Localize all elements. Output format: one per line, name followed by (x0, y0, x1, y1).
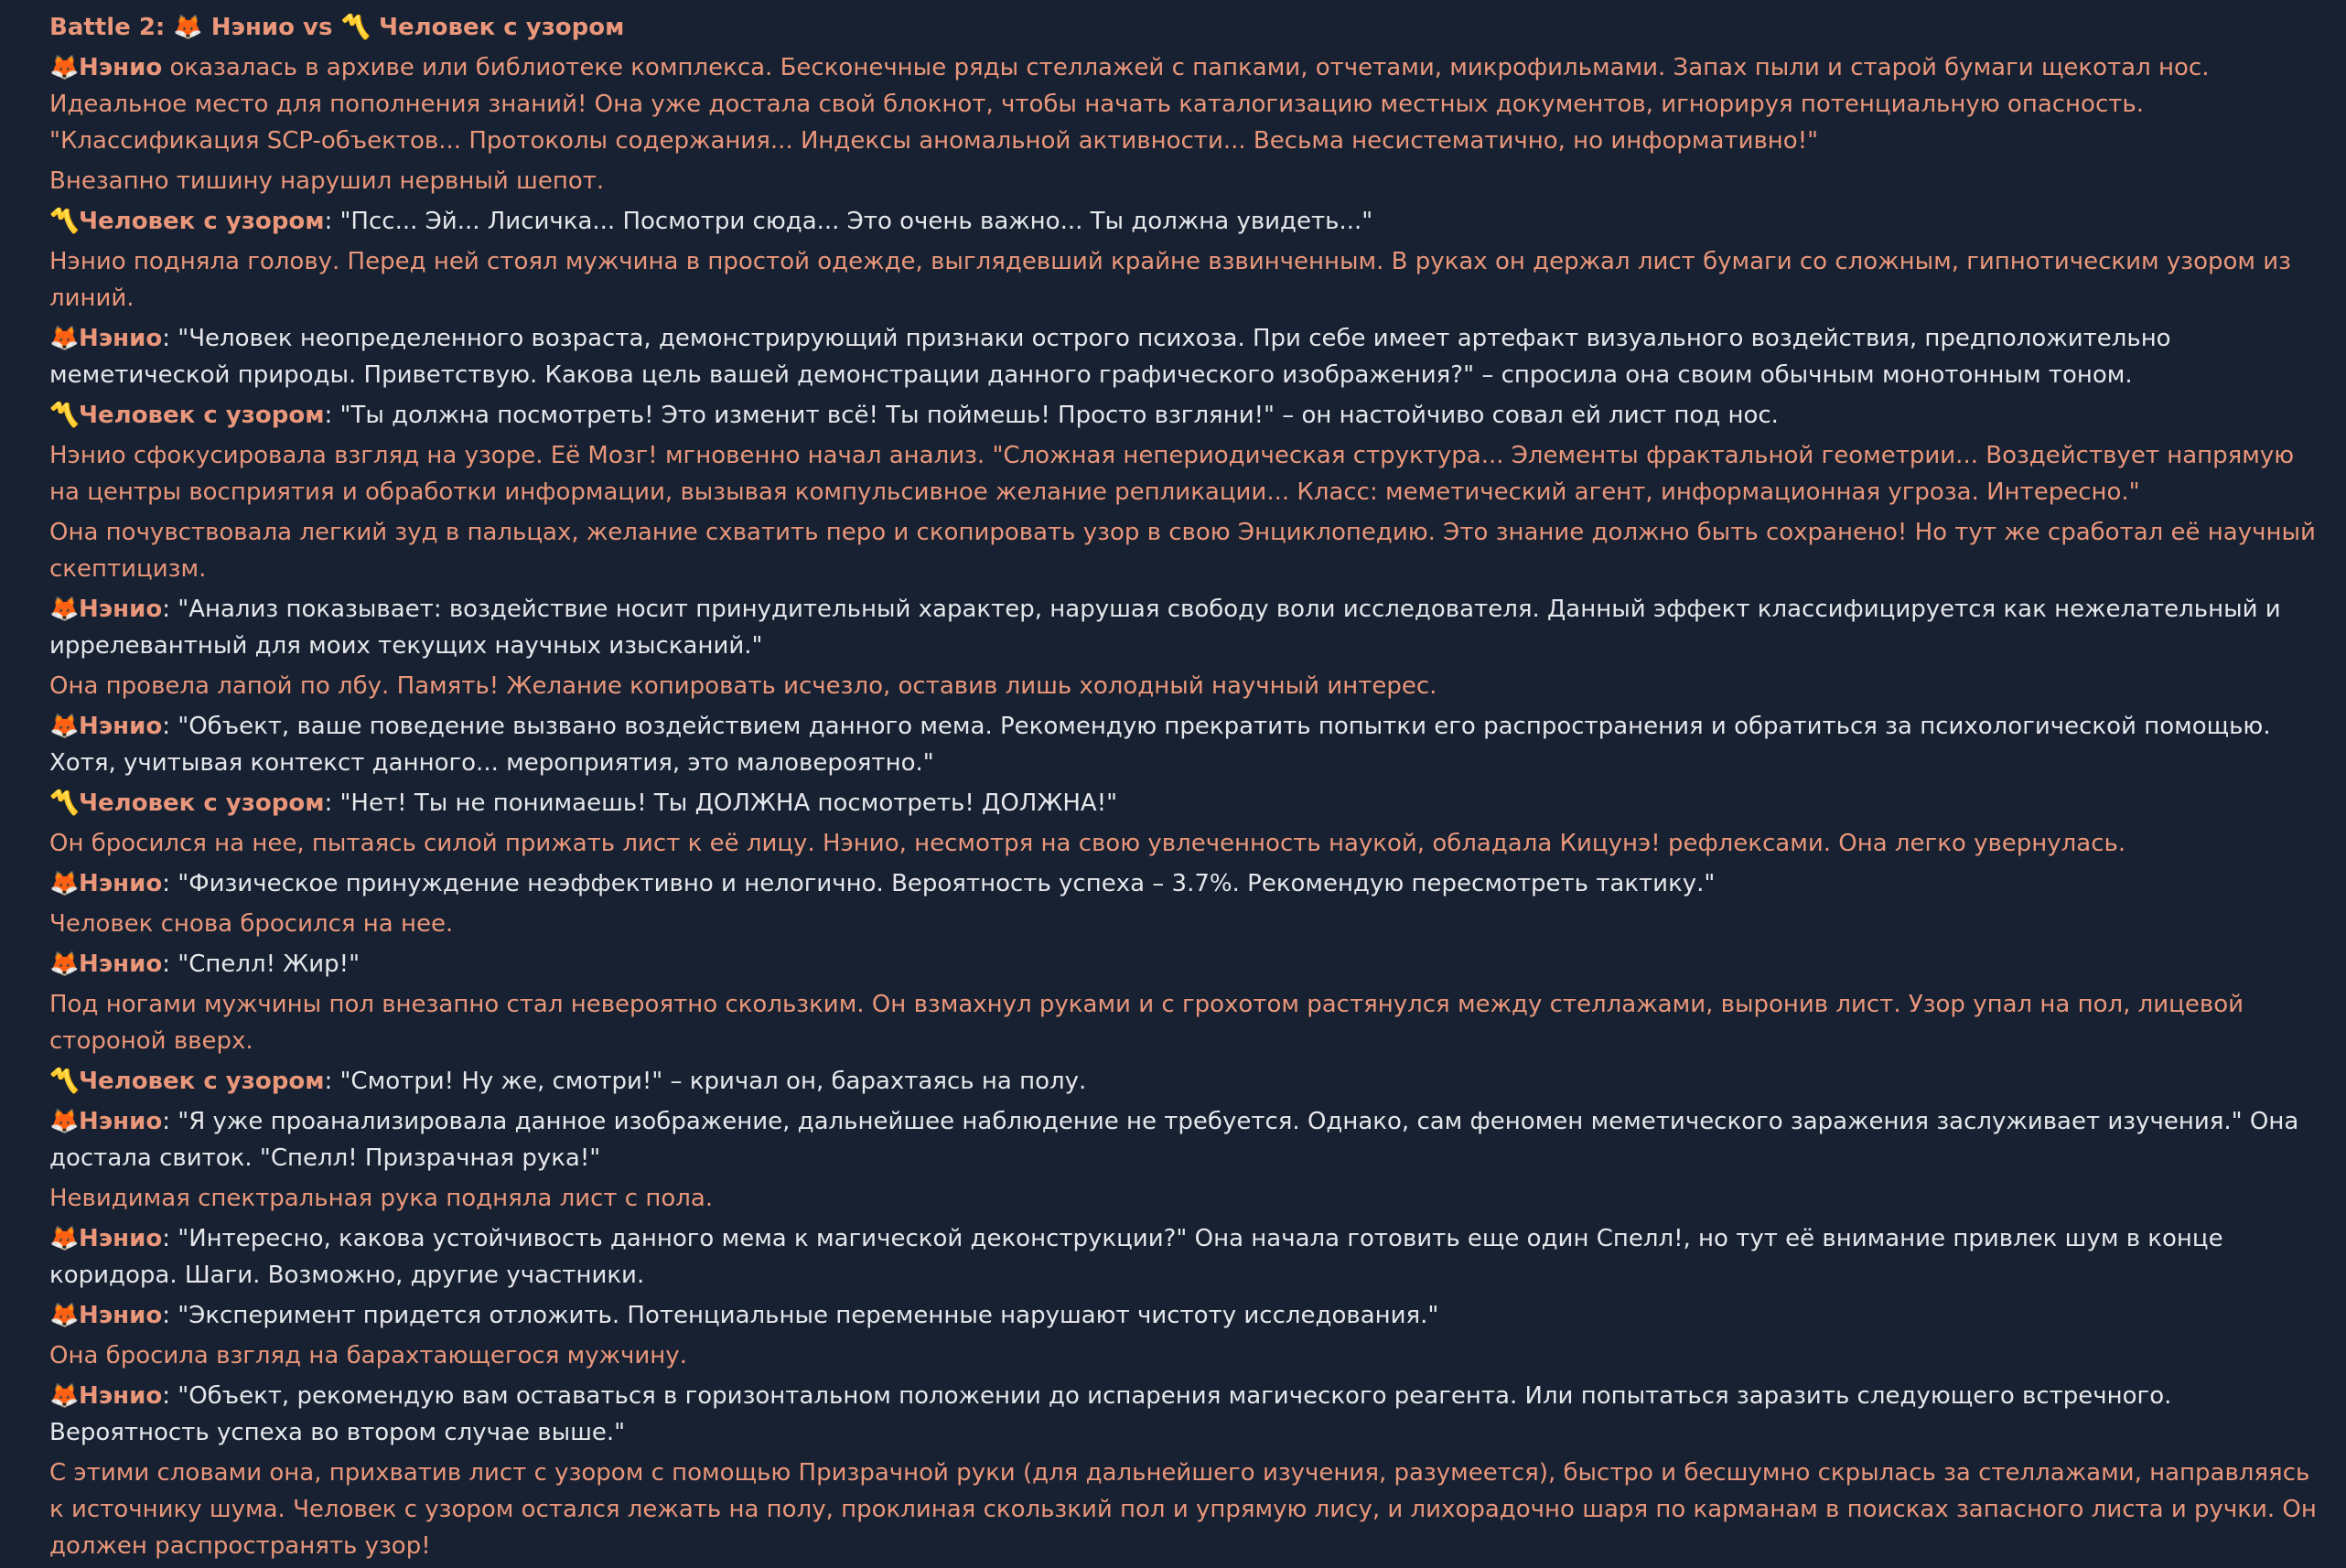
story-line: Внезапно тишину нарушил нервный шепот. (49, 167, 605, 195)
story-line (49, 1297, 2319, 1334)
pattern-icon: 〽️ (49, 789, 80, 817)
speaker-name: Нэнио (79, 596, 163, 623)
speaker-name: Нэнио (79, 1382, 163, 1410)
story-line: Она бросила взгляд на барахтающегося мужчину. (49, 1342, 687, 1369)
fox-icon: 🦊 (49, 1225, 80, 1252)
fox-icon: 🦊 (49, 1302, 80, 1329)
line-text: : "Эксперимент придется отложить. Потенциальные переменные нарушают чистоту исследования." (162, 1302, 1439, 1329)
story-line (49, 1378, 2319, 1451)
story-line (49, 320, 2319, 393)
line-text: : "Анализ показывает: воздействие носит принудительный характер, нарушая свободу воли исследователя. Данный эффект классифицируется как нежелательный и иррелевантный для моих текущих научных изысканий." (49, 596, 2281, 660)
story-line: Нэнио сфокусировала взгляд на узоре. Её Мозг! мгновенно начал анализ. "Сложная непериодическая структура... Элементы фрактальной геометрии... Воздействует напрямую на центры восприятия и обработки информации, вызывая компульсивное желание репликации... Класс: меметический агент, информационная угроза. Интересно." (49, 442, 2295, 506)
line-text: : "Псс... Эй... Лисичка... Посмотри сюда... Это очень важно... Ты должна увидеть..." (324, 208, 1373, 235)
battle-title: Battle 2: 🦊 Нэнио vs 〽️ Человек с узором (49, 14, 625, 41)
story-line (49, 1103, 2319, 1176)
story-line: Человек снова бросился на нее. (49, 910, 454, 938)
speaker-name: Нэнио (79, 1108, 163, 1135)
pattern-icon: 〽️ (49, 402, 80, 429)
story-line: Она почувствовала легкий зуд в пальцах, желание схватить перо и скопировать узор в свою Энциклопедию. Это знание должно быть сохранено! Но тут же сработал её научный скептицизм. (49, 519, 2316, 583)
story-line (49, 1063, 2319, 1100)
speaker-name: Нэнио (79, 950, 163, 978)
speaker-name: Человек с узором (79, 1068, 325, 1095)
fox-icon: 🦊 (49, 950, 80, 978)
fox-icon: 🦊 (49, 1382, 80, 1410)
line-text: : "Объект, ваше поведение вызвано воздействием данного мема. Рекомендую прекратить попытки его распространения и обратиться за психологической помощью. Хотя, учитывая контекст данного... мероприятия, это маловероятно." (49, 713, 2271, 777)
fox-icon: 🦊 (49, 870, 80, 897)
story-line (49, 1220, 2319, 1294)
pattern-icon: 〽️ (49, 208, 80, 235)
story-line: Он бросился на нее, пытаясь силой прижать лист к её лицу. Нэнио, несмотря на свою увлеченность наукой, обладала Кицунэ! рефлексами. Она легко увернулась. (49, 830, 2126, 857)
story-line: Нэнио подняла голову. Перед ней стоял мужчина в простой одежде, выглядевший крайне взвинченным. В руках он держал лист бумаги со сложным, гипнотическим узором из линий. (49, 248, 2292, 312)
fox-icon: 🦊 (49, 325, 80, 352)
line-text: : "Нет! Ты не понимаешь! Ты ДОЛЖНА посмотреть! ДОЛЖНА!" (324, 789, 1118, 817)
fox-icon: 🦊 (49, 596, 80, 623)
story-line (49, 946, 2319, 983)
line-text: : "Физическое принуждение неэффективно и нелогично. Вероятность успеха – 3.7%. Рекомендую пересмотреть тактику." (162, 870, 1716, 897)
fox-icon: 🦊 (49, 713, 80, 740)
story-line: С этими словами она, прихватив лист с узором с помощью Призрачной руки (для дальнейшего изучения, разумеется), быстро и бесшумно скрылась за стеллажами, направляясь к источнику шума. Человек с узором остался лежать на полу, проклиная скользкий пол и упрямую лису, и лихорадочно шаря по карманам в поисках запасного листа и ручки. Он должен распространять узор! (49, 1459, 2317, 1560)
story-line: Невидимая спектральная рука подняла лист с пола. (49, 1185, 714, 1212)
story-line: Она провела лапой по лбу. Память! Желание копировать исчезло, оставив лишь холодный научный интерес. (49, 672, 1437, 700)
line-text: : "Ты должна посмотреть! Это изменит всё! Ты поймешь! Просто взгляни!" – он настойчиво совал ей лист под нос. (324, 402, 1779, 429)
speaker-name: Человек с узором (79, 789, 325, 817)
story-line: Под ногами мужчины пол внезапно стал невероятно скользким. Он взмахнул руками и с грохотом растянулся между стеллажами, выронив лист. Узор упал на пол, лицевой стороной вверх. (49, 991, 2244, 1055)
line-text: : "Я уже проанализировала данное изображение, дальнейшее наблюдение не требуется. Однако, сам феномен меметического заражения заслуживает изучения." Она достала свиток. "Спелл! Призрачная рука!" (49, 1108, 2299, 1172)
story-line (49, 397, 2319, 434)
speaker-name: Нэнио (79, 870, 163, 897)
line-text: : "Спелл! Жир!" (162, 950, 361, 978)
line-text: : "Человек неопределенного возраста, демонстрирующий признаки острого психоза. При себе имеет артефакт визуального воздействия, предположительно меметической природы. Приветствую. Какова цель вашей демонстрации данного графического изображения?" – спросила она своим обычным монотонным тоном. (49, 325, 2171, 389)
chat-message (49, 9, 2319, 1568)
line-text: : "Объект, рекомендую вам оставаться в горизонтальном положении до испарения магического реагента. Или попытаться заразить следующего встречного. Вероятность успеха во втором случае выше." (49, 1382, 2172, 1446)
speaker-name: Нэнио (79, 1225, 163, 1252)
story-line (49, 203, 2319, 240)
speaker-name: Нэнио (79, 713, 163, 740)
fox-icon: 🦊 (49, 54, 80, 81)
story-line (49, 49, 2319, 159)
story-line (49, 708, 2319, 781)
story-line (49, 591, 2319, 664)
line-text: : "Интересно, какова устойчивость данного мема к магической деконструкции?" Она начала готовить еще один Спелл!, но тут её внимание привлек шум в конце коридора. Шаги. Возможно, другие участники. (49, 1225, 2223, 1289)
speaker-name: Человек с узором (79, 402, 325, 429)
fox-icon: 🦊 (49, 1108, 80, 1135)
story-line (49, 865, 2319, 902)
speaker-name: Нэнио (79, 54, 163, 81)
speaker-name: Нэнио (79, 325, 163, 352)
line-text: : "Смотри! Ну же, смотри!" – кричал он, барахтаясь на полу. (324, 1068, 1087, 1095)
pattern-icon: 〽️ (49, 1068, 80, 1095)
speaker-name: Человек с узором (79, 208, 325, 235)
story-line (49, 785, 2319, 822)
line-text: оказалась в архиве или библиотеке комплекса. Бесконечные ряды стеллажей с папками, отчетами, микрофильмами. Запах пыли и старой бумаги щекотал нос. Идеальное место для пополнения знаний! Она уже достала свой блокнот, чтобы начать каталогизацию местных документов, игнорируя потенциальную опасность. "Классификация SCP-объектов... Протоколы содержания... Индексы аномальной активности... Весьма несистематично, но информативно!" (49, 54, 2210, 155)
speaker-name: Нэнио (79, 1302, 163, 1329)
